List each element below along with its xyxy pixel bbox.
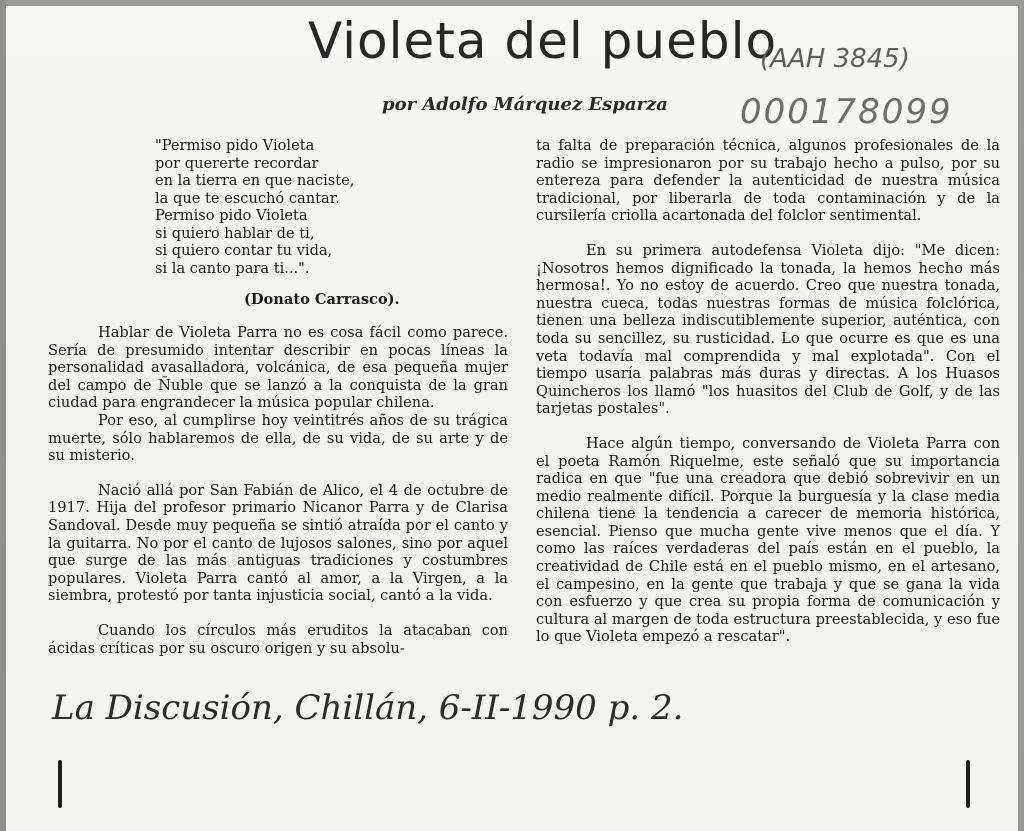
left-column [48, 324, 508, 657]
handwritten-source-note: La Discusión, Chillán, 6-II-1990 p. 2. [52, 688, 684, 728]
right-column [536, 137, 1000, 646]
paragraph: Hace algún tiempo, conversando de Violeta Parra con el poeta Ramón Riquelme, este señaló que su importancia radica en que "fue una creadora que debió sobrevivir en un medio realmente difícil. Porque la burguesía y la clase media chilena tiene la tendencia a carecer de memoria histórica, esencial. Pienso que mucha gente vive menos que el día. Y como las raíces verdaderas del país están en el pueblo, la creatividad de Chile está en el pueblo mismo, en el artesano, el campesino, en la gente que trabaja y que se gana la vida con esfuerzo y que crea su propia forma de comunicación y cultura al margen de toda estructura preestablecida, y eso fue lo que Violeta empezó a rescatar". [536, 434, 1000, 646]
scan-edge-right [1018, 0, 1024, 831]
paragraph: Nació allá por San Fabián de Alico, el 4 de octubre de 1917. Hija del profesor primario Nicanor Parra y de Clarisa Sandoval. Desde muy pequeña se sintió atraída por el canto y la guitarra. No por el canto de lujosos salones, sino por aquel que surge de las más antiguas tradiciones y costumbres populares. Violeta Parra cantó al amor, a la Virgen, a la siembra, protestó por tanta injusticia social, cantó a la vida. [48, 481, 508, 605]
paragraph: Cuando los círculos más eruditos la atacaban con ácidas críticas por su oscuro origen y su absolu- [48, 621, 508, 657]
paragraph: Hablar de Violeta Parra no es cosa fácil como parece. Sería de presumido intentar describir en pocas líneas la personalidad avasalladora, volcánica, de esa pequeña mujer del campo de Ñuble que se lanzó a la conquista de la gran ciudad para engrandecer la música popular chilena. [48, 324, 508, 412]
poem-credit: (Donato Carrasco). [244, 291, 400, 308]
paragraph: En su primera autodefensa Violeta dijo: "Me dicen: ¡Nosotros hemos dignificado la tonada, la hemos hecho más hermosa!. Yo no estoy de acuerdo. Creo que nuestra tonada, nuestra cueca, todas nuestras formas de música folclórica, tienen una belleza indiscutiblemente superior, auténtica, con toda su sencillez, su rusticidad. Lo que ocurre es que es una veta todavía mal comprendida y mal explotada". Con el tiempo usaría palabras más duras y directas. A los Huasos Quincheros los llamó "los huasitos del Club de Golf, y de las tarjetas postales". [536, 241, 1000, 418]
article-byline: por Adolfo Márquez Esparza [382, 94, 668, 115]
epigraph-poem: "Permiso pido Violeta por quererte recordar en la tierra en que naciste, la que te escuchó cantar. Permiso pido Violeta si quiero hablar de ti, si quiero contar tu vida, si la canto para ti...". [155, 137, 355, 277]
paragraph: Por eso, al cumplirse hoy veintitrés años de su trágica muerte, sólo hablaremos de ella, de su vida, de su arte y de su misterio. [48, 411, 508, 465]
handwritten-record-number: 000178099 [740, 92, 953, 132]
scan-edge-top [0, 0, 1024, 6]
handwritten-catalog-code: (AAH 3845) [760, 44, 910, 74]
scan-edge-left [0, 0, 6, 831]
paragraph: ta falta de preparación técnica, algunos profesionales de la radio se impresionaron por su trabajo hecho a pulso, por su entereza para defender la autenticidad de nuestra música tradicional, por liberarla de toda contaminación y de la cursilería criolla acartonada del folclor sentimental. [536, 137, 1000, 225]
article-title: Violeta del pueblo [308, 12, 778, 70]
scan-mark-right [966, 760, 970, 808]
scan-mark-left [58, 760, 62, 808]
